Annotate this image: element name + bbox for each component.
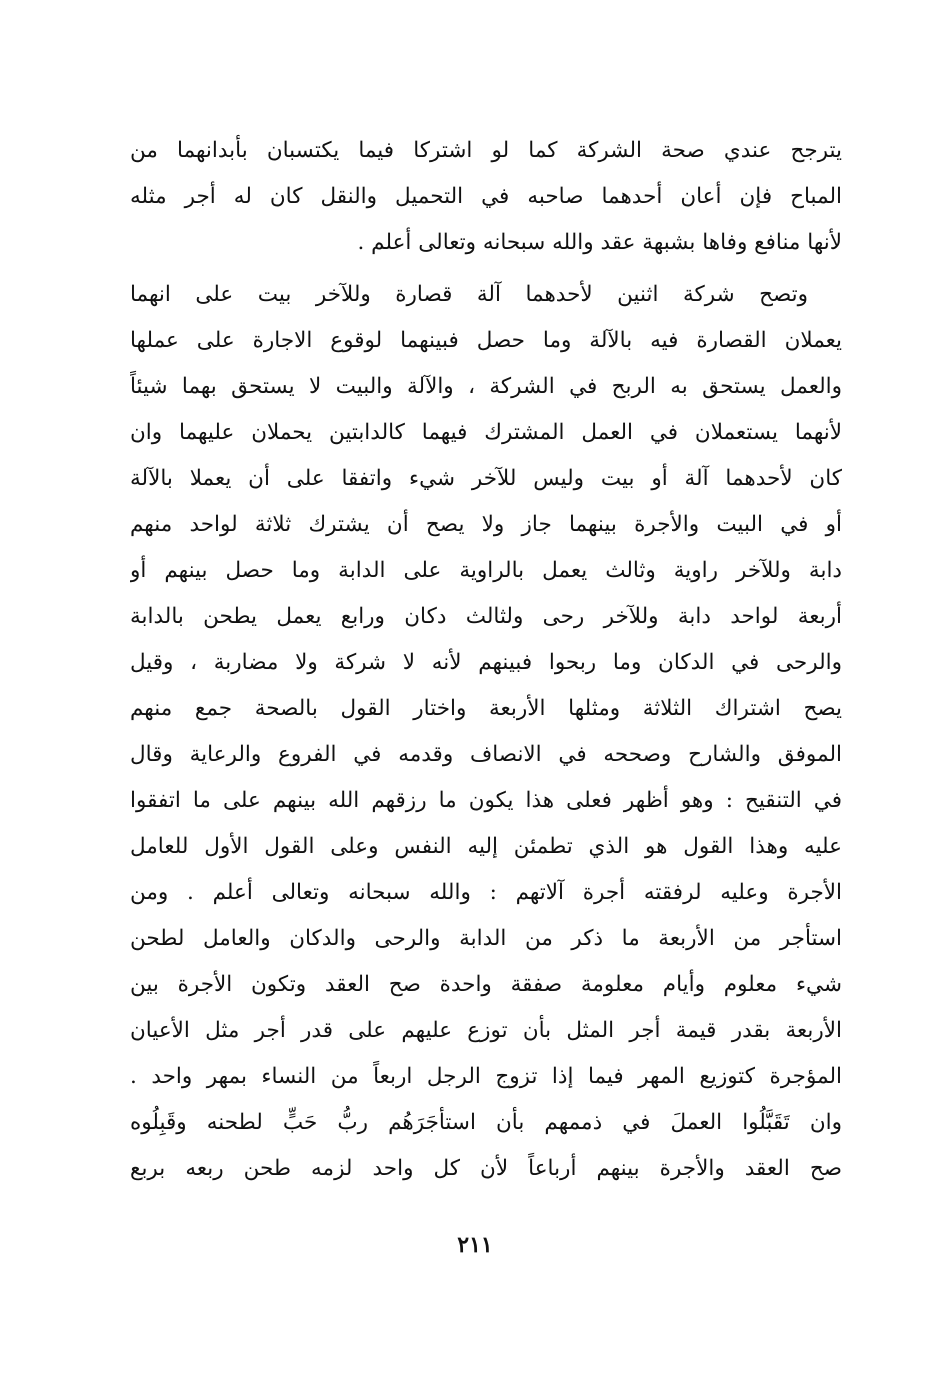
- text-line: يصح اشتراك الثلاثة ومثلها الأربعة واختار القول بالصحة جمع منهم: [130, 696, 842, 721]
- text-line: وان تَقَبَّلُوا العملَ في ذممهم بأن استأجَرَهُم ربُّ حَبٍّ لطحنه وقَبِلُوه: [130, 1110, 842, 1135]
- text-line: المؤجرة كتوزيع المهر فيما إذا تزوج الرجل اربعاً من النساء بمهر واحد .: [130, 1064, 842, 1089]
- text-line: شيء معلوم وأيام معلومة صفقة واحدة صح العقد وتكون الأجرة بين: [130, 972, 842, 997]
- text-line: يعملان القصارة فيه بالآلة وما حصل فبينهما لوقوع الاجارة على عملها: [130, 328, 842, 353]
- text-line: صح العقد والأجرة بينهم أرباعاً لأن كل واحد لزمه طحن ربعه بربع: [130, 1156, 842, 1181]
- text-line: دابة وللآخر راوية وثالث يعمل بالراوية على الدابة وما حصل بينهم أو: [130, 558, 842, 583]
- text-line: وتصح شركة اثنين لأحدهما آلة قصارة وللآخر بيت على انهما: [130, 282, 808, 307]
- text-line: كان لأحدهما آلة أو بيت وليس للآخر شيء واتفقا على أن يعملا بالآلة: [130, 466, 842, 491]
- body-text: [130, 128, 842, 1192]
- text-line: والعمل يستحق به الربح في الشركة ، والآلة والبيت لا يستحق بهما شيئاً: [130, 374, 842, 399]
- text-line: في التنقيح : وهو أظهر فعلى هذا يكون ما رزقهم الله بينهم على ما اتفقوا: [130, 788, 842, 813]
- text-line: الأربعة بقدر قيمة أجر المثل بأن توزع عليهم على قدر أجر مثل الأعيان: [130, 1018, 842, 1043]
- text-line: أو في البيت والأجرة بينهما جاز ولا يصح أن يشترك ثلاثة لواحد منهم: [130, 512, 842, 537]
- text-line: أربعة لواحد دابة وللآخر رحى ولثالث دكان ورابع يعمل يطحن بالدابة: [130, 604, 842, 629]
- text-line: الموفق والشارح وصححه في الانصاف وقدمه في الفروع والرعاية وقال: [130, 742, 842, 767]
- text-line: لأنها منافع وفاها بشبهة عقد والله سبحانه وتعالى أعلم .: [357, 230, 842, 255]
- page-number: ٢١١: [457, 1232, 493, 1258]
- text-line: الأجرة وعليه لرفقته أجرة آلاتهم : والله سبحانه وتعالى أعلم . ومن: [130, 880, 842, 905]
- text-line: لأنهما يستعملان في العمل المشترك فيهما كالدابتين يحملان عليهما وان: [130, 420, 842, 445]
- text-line: والرحى في الدكان وما ربحوا فبينهم لأنه لا شركة ولا مضاربة ، وقيل: [130, 650, 842, 675]
- text-line: استأجر من الأربعة ما ذكر من الدابة والرحى والدكان والعامل لطحن: [130, 926, 842, 951]
- text-line: يترجح عندي صحة الشركة كما لو اشتركا فيما يكتسبان بأبدانهما من: [130, 138, 842, 163]
- text-line: المباح فإن أعان أحدهما صاحبه في التحميل والنقل كان له أجر مثله: [130, 184, 842, 209]
- text-line: عليه وهذا القول هو الذي تطمئن إليه النفس وعلى القول الأول للعامل: [130, 834, 842, 859]
